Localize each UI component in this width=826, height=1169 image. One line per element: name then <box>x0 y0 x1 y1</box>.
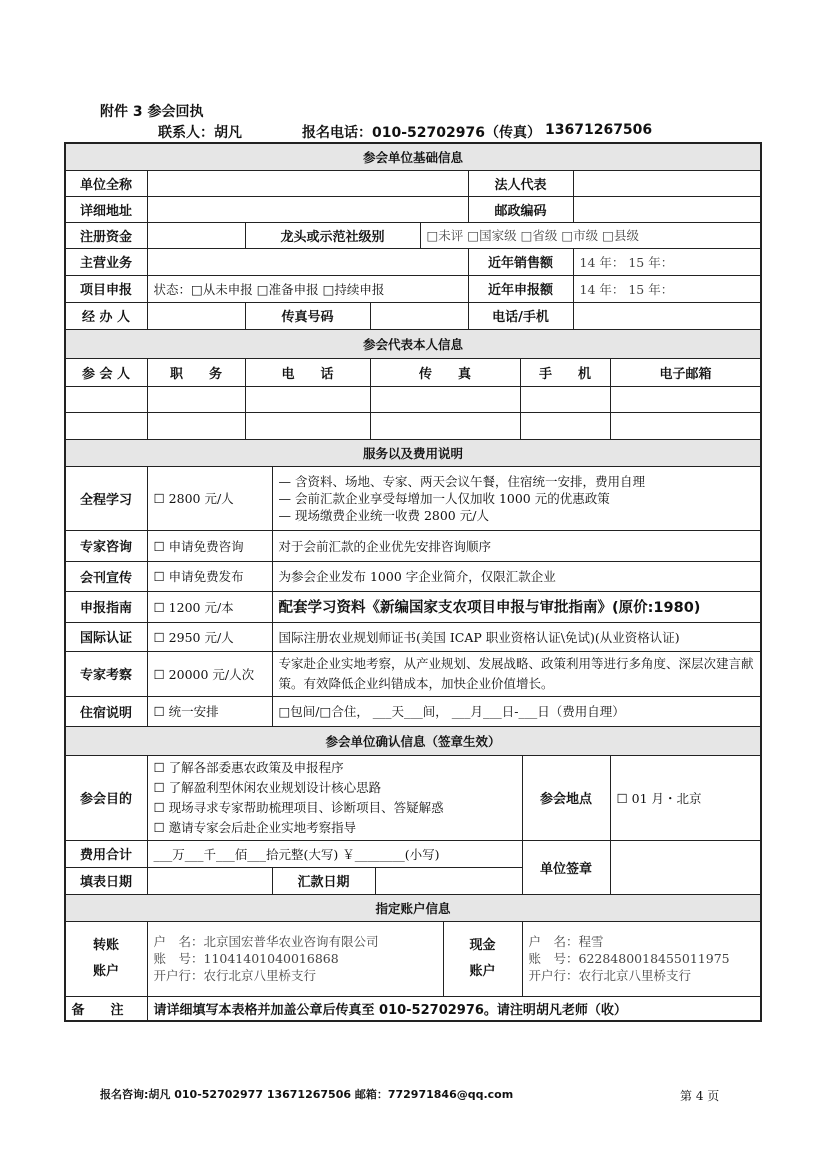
cash-account-info-line: 账 号：6228480018455011975 <box>528 951 730 966</box>
seal-field[interactable] <box>610 840 762 895</box>
rep-cell[interactable] <box>610 386 762 413</box>
remit-date-field[interactable] <box>375 867 523 895</box>
rep-column-header: 传 真 <box>370 358 521 387</box>
label-project: 项目申报 <box>65 275 148 303</box>
label-postcode: 邮政编码 <box>468 196 574 223</box>
transfer-account-info-line: 户 名：北京国宏普华农业咨询有限公司 <box>153 934 379 949</box>
service-option-checkbox[interactable]: ☐ 2950 元/人 <box>147 622 273 652</box>
service-desc-line: — 会前汇款企业享受每增加一人仅加收 1000 元的优惠政策 <box>278 490 610 506</box>
service-name: 申报指南 <box>65 591 148 623</box>
label-handler: 经 办 人 <box>65 302 148 330</box>
section-header-service: 服务以及费用说明 <box>65 439 762 467</box>
rep-cell[interactable] <box>245 412 371 440</box>
contact-phone: 报名电话：010-52702976（传真） <box>302 125 541 141</box>
purpose-checkboxes-line[interactable]: ☐ 了解各部委惠农政策及申报程序 <box>153 759 344 775</box>
legal-rep-field[interactable] <box>573 170 762 197</box>
service-desc-line: — 现场缴费企业统一收费 2800 元/人 <box>278 507 489 523</box>
service-option-checkbox[interactable]: ☐ 2800 元/人 <box>147 466 273 531</box>
sales-field[interactable]: 14 年： 15 年： <box>573 248 762 276</box>
section-header-rep: 参会代表本人信息 <box>65 329 762 359</box>
service-name: 国际认证 <box>65 622 148 652</box>
note-text: 请详细填写本表格并加盖公章后传真至 010-52702976。请注明胡凡老师（收） <box>147 996 762 1022</box>
cash-account-info-line: 户 名：程雪 <box>528 934 604 949</box>
section-header-basic: 参会单位基础信息 <box>65 143 762 171</box>
fill-date-field[interactable] <box>147 867 273 895</box>
service-name: 会刊宣传 <box>65 561 148 592</box>
purpose-checkboxes-line[interactable]: ☐ 了解盈利型休闲农业规划设计核心思路 <box>153 779 382 795</box>
label-unit-name: 单位全称 <box>65 170 148 197</box>
handler-field[interactable] <box>147 302 246 330</box>
label-sales: 近年销售额 <box>468 248 574 276</box>
label-declare: 近年申报额 <box>468 275 574 303</box>
label-fill-date: 填表日期 <box>65 867 148 895</box>
service-desc: 专家赴企业实地考察，从产业规划、发展战略、政策利用等进行多角度、深层次建言献策。有效降低企业纠错成本，加快企业价值增长。 <box>272 651 762 697</box>
service-option-checkbox[interactable]: ☐ 申请免费发布 <box>147 561 273 592</box>
service-desc: 为参会企业发布 1000 字企业简介，仅限汇款企业 <box>272 561 762 592</box>
cash-account-info <box>522 921 762 997</box>
total-field[interactable]: ___万___千___佰___拾元整(大写) ￥________(小写) <box>147 840 523 868</box>
label-level: 龙头或示范社级别 <box>245 222 421 249</box>
rep-column-header: 手 机 <box>520 358 611 387</box>
label-capital: 注册资金 <box>65 222 148 249</box>
rep-cell[interactable] <box>370 412 521 440</box>
business-field[interactable] <box>147 248 469 276</box>
fax-field[interactable] <box>370 302 469 330</box>
rep-cell[interactable] <box>520 386 611 413</box>
label-venue: 参会地点 <box>522 755 611 841</box>
service-desc-line: — 含资料、场地、专家、两天会议午餐，住宿统一安排，费用自理 <box>278 473 645 489</box>
label-seal: 单位签章 <box>522 840 611 895</box>
purpose-checkboxes[interactable] <box>147 755 523 841</box>
declare-field[interactable]: 14 年： 15 年： <box>573 275 762 303</box>
service-option-checkbox[interactable]: ☐ 申请免费咨询 <box>147 530 273 562</box>
service-option-checkbox[interactable]: ☐ 20000 元/人次 <box>147 651 273 697</box>
contact-mobile: 13671267506 <box>545 122 653 138</box>
service-desc: 对于会前汇款的企业优先安排咨询顺序 <box>272 530 762 562</box>
rep-cell[interactable] <box>610 412 762 440</box>
purpose-checkboxes-line[interactable]: ☐ 邀请专家会后赴企业实地考察指导 <box>153 819 357 835</box>
service-name: 专家咨询 <box>65 530 148 562</box>
project-status-checkboxes[interactable]: 状态：□从未申报 □准备申报 □持续申报 <box>147 275 469 303</box>
rep-cell[interactable] <box>370 386 521 413</box>
footer-contact: 报名咨询:胡凡 010-52702977 13671267506 邮箱：772971846@qq.com <box>100 1088 514 1101</box>
label-note: 备 注 <box>65 996 148 1022</box>
label-transfer-account: 转账 账户 <box>65 921 148 997</box>
attachment-title: 附件 3 参会回执 <box>100 104 204 120</box>
service-desc: 配套学习资料《新编国家支农项目申报与审批指南》(原价:1980) <box>272 591 762 623</box>
transfer-account-info <box>147 921 444 997</box>
service-desc: 国际注册农业规划师证书(美国 ICAP 职业资格认证\免试)(从业资格认证) <box>272 622 762 652</box>
rep-column-header: 职 务 <box>147 358 246 387</box>
purpose-checkboxes-line[interactable]: ☐ 现场寻求专家帮助梳理项目、诊断项目、答疑解惑 <box>153 799 444 815</box>
service-option-checkbox[interactable]: ☐ 统一安排 <box>147 696 273 727</box>
label-remit-date: 汇款日期 <box>272 867 376 895</box>
rep-column-header: 电子邮箱 <box>610 358 762 387</box>
section-header-confirm: 参会单位确认信息（签章生效） <box>65 726 762 756</box>
service-desc <box>272 466 762 531</box>
service-name: 专家考察 <box>65 651 148 697</box>
service-desc: □包间/□合住， ___天___间， ___月___日-___日（费用自理） <box>272 696 762 727</box>
service-name: 住宿说明 <box>65 696 148 727</box>
tel-field[interactable] <box>573 302 762 330</box>
service-name: 全程学习 <box>65 466 148 531</box>
label-fax: 传真号码 <box>245 302 371 330</box>
rep-cell[interactable] <box>65 386 148 413</box>
rep-column-header: 参 会 人 <box>65 358 148 387</box>
label-total: 费用合计 <box>65 840 148 868</box>
label-legal-rep: 法人代表 <box>468 170 574 197</box>
section-header-account: 指定账户信息 <box>65 894 762 922</box>
rep-column-header: 电 话 <box>245 358 371 387</box>
rep-cell[interactable] <box>245 386 371 413</box>
cash-account-info-line: 开户行：农行北京八里桥支行 <box>528 968 692 983</box>
capital-field[interactable] <box>147 222 246 249</box>
address-field[interactable] <box>147 196 469 223</box>
rep-cell[interactable] <box>147 412 246 440</box>
rep-cell[interactable] <box>520 412 611 440</box>
level-checkboxes[interactable]: □未评 □国家级 □省级 □市级 □县级 <box>420 222 762 249</box>
transfer-account-info-line: 账 号：11041401040016868 <box>153 951 339 966</box>
postcode-field[interactable] <box>573 196 762 223</box>
rep-cell[interactable] <box>147 386 246 413</box>
page-number: 第 4 页 <box>680 1089 720 1103</box>
label-address: 详细地址 <box>65 196 148 223</box>
rep-cell[interactable] <box>65 412 148 440</box>
service-option-checkbox[interactable]: ☐ 1200 元/本 <box>147 591 273 623</box>
contact-person: 联系人：胡凡 <box>158 125 242 141</box>
unit-name-field[interactable] <box>147 170 469 197</box>
label-purpose: 参会目的 <box>65 755 148 841</box>
transfer-account-info-line: 开户行：农行北京八里桥支行 <box>153 968 317 983</box>
label-cash-account: 现金 账户 <box>443 921 523 997</box>
venue-checkbox[interactable]: ☐ 01 月・北京 <box>610 755 762 841</box>
label-business: 主营业务 <box>65 248 148 276</box>
label-tel: 电话/手机 <box>468 302 574 330</box>
